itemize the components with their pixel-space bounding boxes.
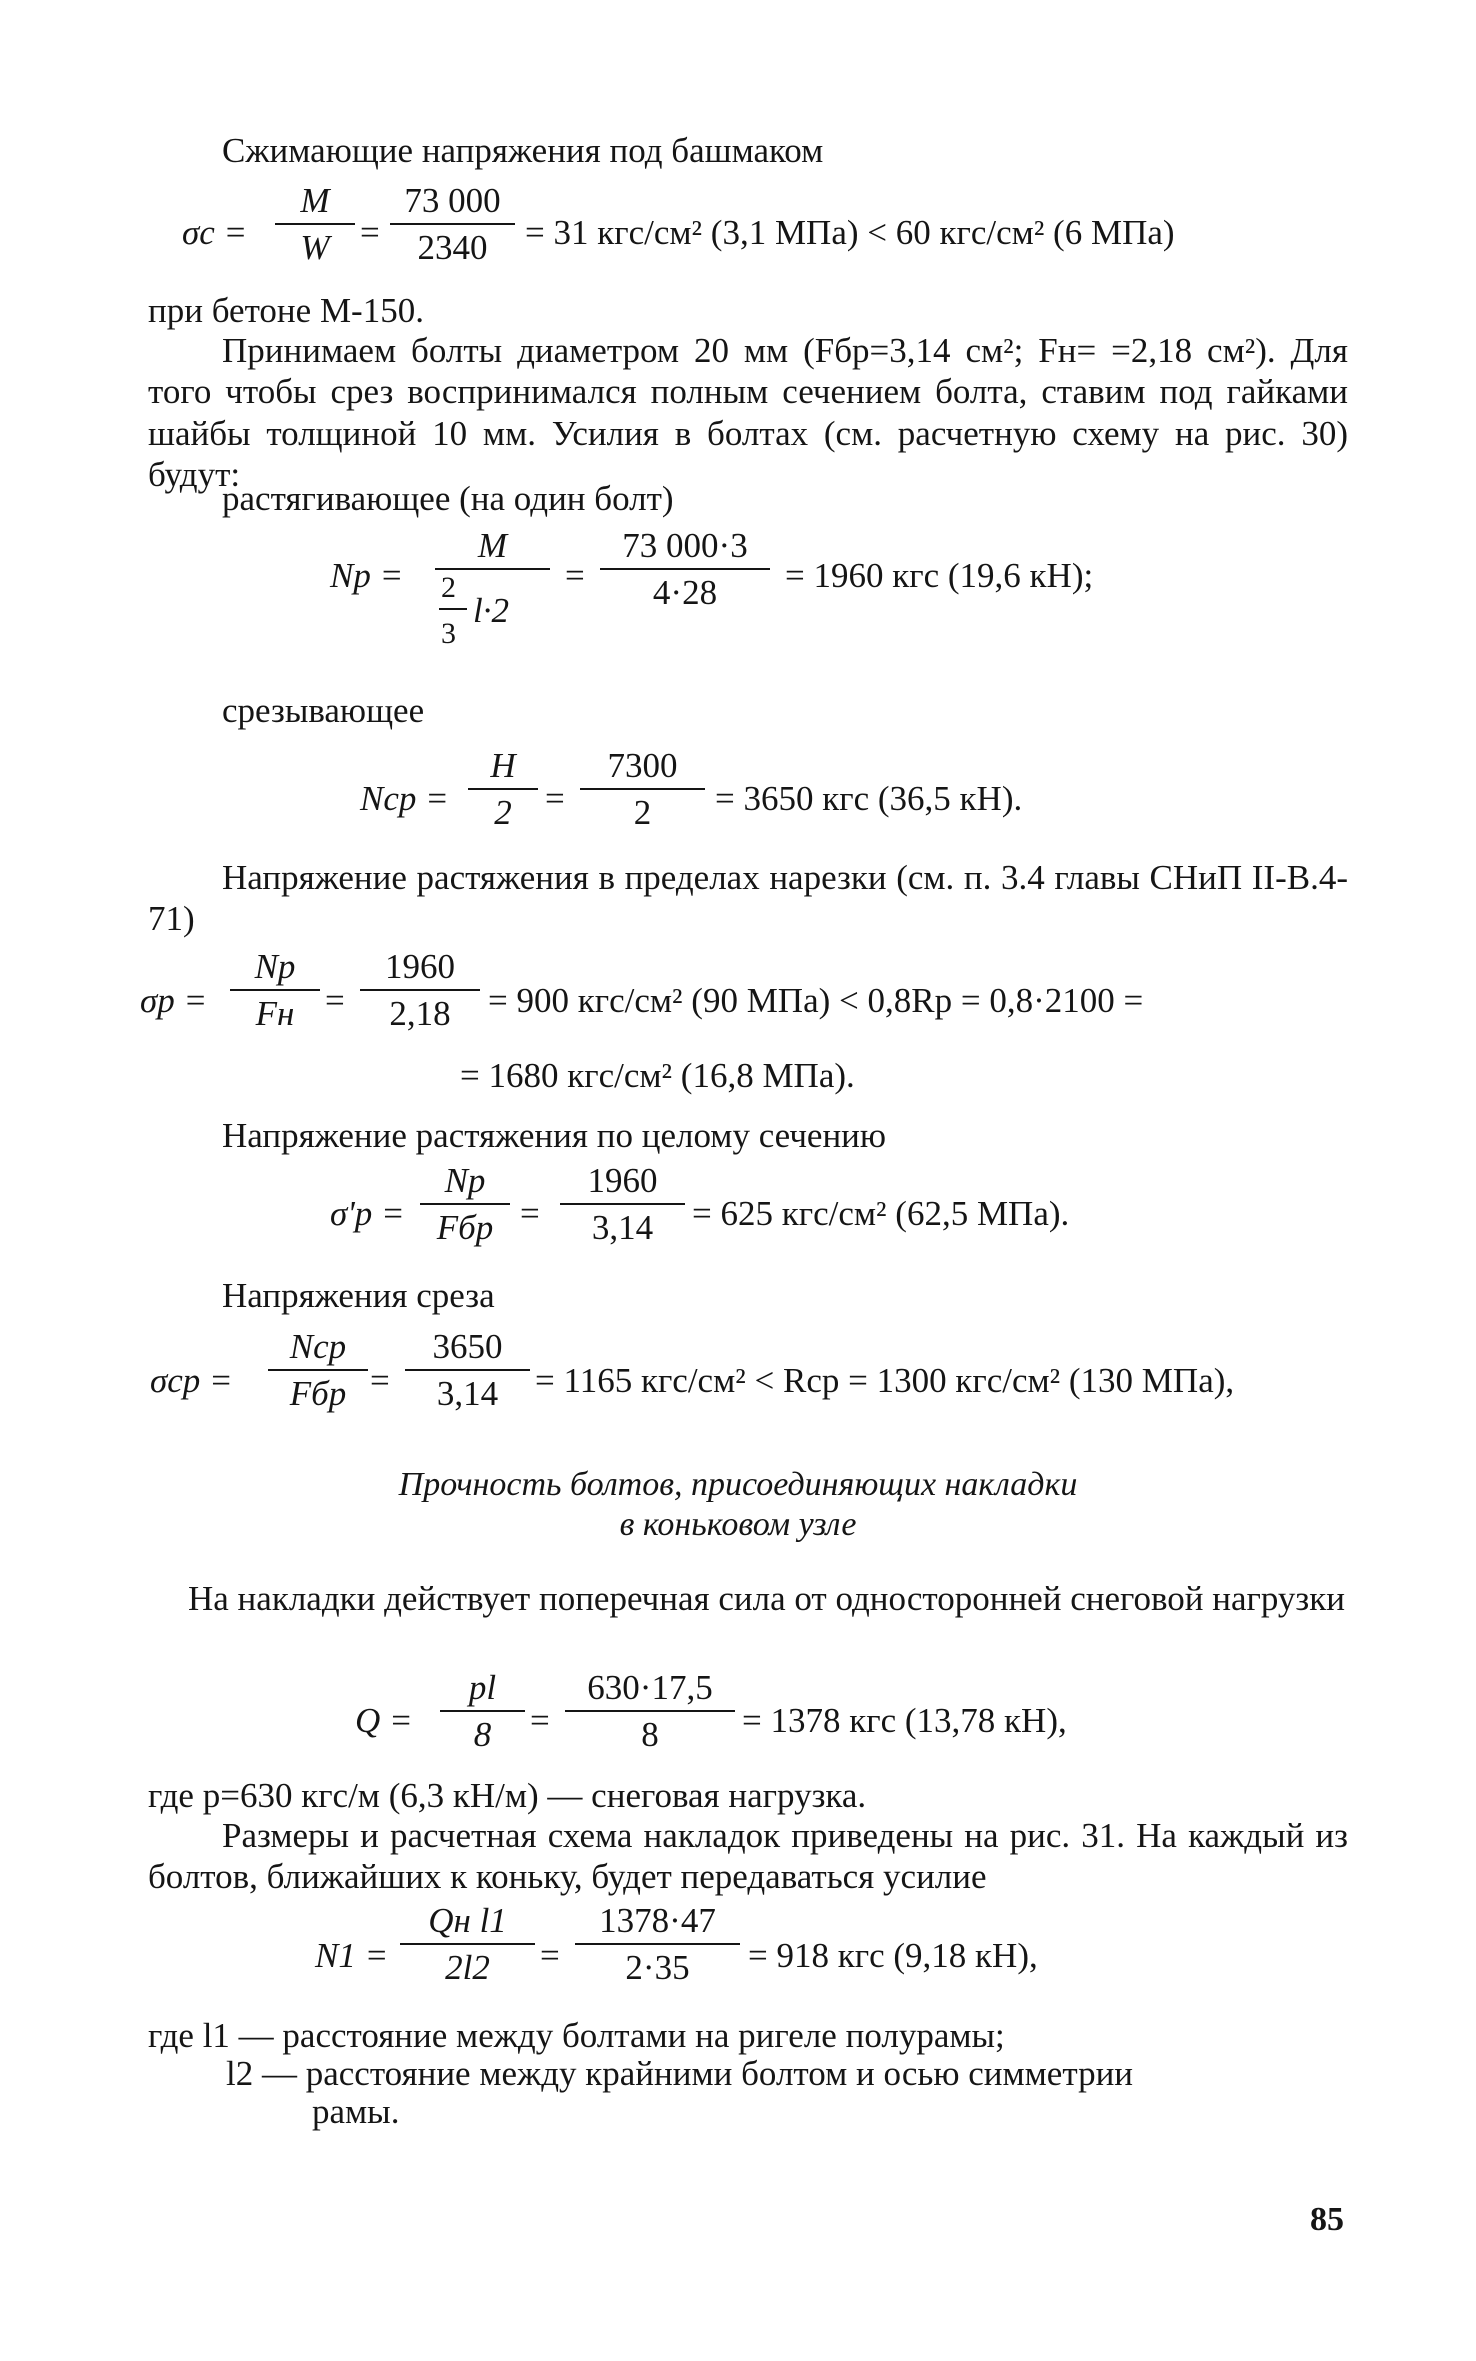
eq1-fraction-2: 73 000 2340 [390,180,515,269]
eq2-equals: = [565,556,585,595]
eq8-fraction-1: Qн l1 2l2 [400,1900,535,1989]
eq6-fraction-2: 3650 3,14 [405,1326,530,1415]
paragraph-shear: Напряжения среза [222,1276,495,1315]
eq4-continuation: = 1680 кгс/см² (16,8 МПа). [460,1056,855,1095]
eq5-fraction-2: 1960 3,14 [560,1160,685,1249]
section-heading-line-1: Прочность болтов, присоединяющих накладки [398,1466,1078,1503]
eq4-fraction-1: Nр Fн [230,946,320,1035]
eq5-lhs: σ'р = [330,1194,405,1233]
where-l2-text: l2 — расстояние между крайними болтом и осью симметрии [226,2054,1134,2093]
eq5-equals: = [520,1194,540,1233]
eq1-fraction-1: M W [275,180,355,269]
beton-text: при бетоне М-150. [148,291,424,330]
shear-label: срезывающее [222,691,425,730]
paragraph-thread: Напряжение растяжения в пределах нарезки (см. п. 3.4 главы СНиП II-В.4-71) [148,858,1348,939]
eq4-lhs: σр = [140,981,208,1020]
eq7-lhs: Q = [355,1701,413,1740]
eq7-fraction-1: pl 8 [440,1667,525,1756]
eq3-fraction-2: 7300 2 [580,745,705,834]
eq6-rhs: = 1165 кгс/см² < Rср = 1300 кгс/см² (130 МПа), [535,1361,1235,1400]
page-number: 85 [1310,2201,1344,2238]
eq3-lhs: Nср = [360,779,449,818]
eq4-equals: = [325,981,345,1020]
eq8-rhs: = 918 кгс (9,18 кН), [748,1936,1038,1975]
paragraph-dims: Размеры и расчетная схема накладок приведены на рис. 31. На каждый из болтов, ближайших к коньку, будет передаваться усилие [148,1816,1348,1897]
eq7-equals: = [530,1701,550,1740]
eq7-fraction-2: 630·17,5 8 [565,1667,735,1756]
where-p-text: где p=630 кгс/м (6,3 кН/м) — снеговая нагрузка. [148,1776,867,1815]
eq8-fraction-2: 1378·47 2·35 [575,1900,740,1989]
intro-text: Сжимающие напряжения под башмаком [222,131,824,170]
eq1-rhs: = 31 кгс/см² (3,1 МПа) < 60 кгс/см² (6 МПа) [525,213,1175,252]
eq3-rhs: = 3650 кгс (36,5 кН). [715,779,1023,818]
eq7-rhs: = 1378 кгс (13,78 кН), [742,1701,1067,1740]
paragraph-bolts: Принимаем болты диаметром 20 мм (Fбр=3,14 см²; Fн= =2,18 см²). Для того чтобы срез воспринимался полным сечением болта, ставим под гайками шайбы толщиной 10 мм. Усилия в болтах (см. расчетную схему на рис. 30) будут: [148,331,1348,494]
eq6-lhs: σср = [150,1361,233,1400]
eq6-equals: = [370,1361,390,1400]
eq2-fraction-1: M 2 3 l·2 [435,525,550,662]
eq6-fraction-1: Nср Fбр [268,1326,368,1415]
eq4-fraction-2: 1960 2,18 [360,946,480,1035]
eq5-fraction-1: Nр Fбр [420,1160,510,1249]
eq1-lhs: σс = [182,213,248,252]
eq2-lhs: Nр = [330,556,404,595]
where-l2-continuation: рамы. [312,2092,400,2131]
tension-label: растягивающее (на один болт) [222,479,674,518]
eq4-rhs: = 900 кгс/см² (90 МПа) < 0,8Rр = 0,8·2100 = [488,981,1144,1020]
where-l1-text: где l1 — расстояние между болтами на ригеле полурамы; [148,2016,1005,2055]
eq3-equals: = [545,779,565,818]
eq2-rhs: = 1960 кгс (19,6 кН); [785,556,1094,595]
eq1-equals: = [360,213,380,252]
eq8-equals: = [540,1936,560,1975]
eq2-fraction-2: 73 000·3 4·28 [600,525,770,614]
eq3-fraction-1: H 2 [468,745,538,834]
section-heading-line-2: в коньковом узле [619,1506,857,1543]
eq5-rhs: = 625 кгс/см² (62,5 МПа). [692,1194,1070,1233]
paragraph-plates: На накладки действует поперечная сила от односторонней снеговой нагрузки [188,1579,1345,1618]
paragraph-section: Напряжение растяжения по целому сечению [222,1116,887,1155]
eq8-lhs: N1 = [315,1936,389,1975]
